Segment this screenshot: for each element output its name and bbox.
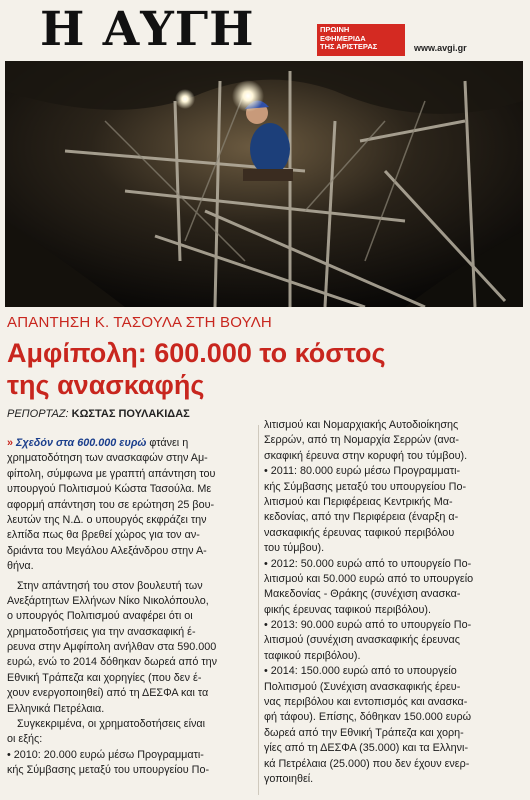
text-line: λιτισμού και 50.000 ευρώ από το υπουργείο	[264, 572, 474, 585]
text-line: κά Πετρέλαια (25.000) που δεν έχουν ενερ-	[264, 757, 470, 770]
text-line: χουν ενεργοποιηθεί) από τη ΔΕΣΦΑ και τα	[7, 687, 209, 700]
text-line: φή τάφου). Επίσης, δόθηκαν 150.000 ευρώ	[264, 711, 472, 724]
masthead-badge	[317, 24, 405, 56]
lead-emphasis: Σχεδόν στα 600.000 ευρώ	[16, 437, 147, 449]
badge-line: ΕΦΗΜΕΡΙΔΑ	[320, 33, 366, 43]
text-line: φίπολη, σύμφωνα με γραπτή απάντηση του	[7, 467, 216, 480]
text-line: κεδονίας, από την Περιφέρεια (έναρξη α-	[264, 511, 459, 524]
text-line: • 2010: 20.000 ευρώ μέσω Προγραμματι-	[7, 748, 204, 761]
article-column-right	[264, 418, 516, 787]
badge-line: ΠΡΩΙΝΗ	[320, 25, 350, 34]
masthead	[0, 0, 530, 60]
text-line: Εθνική Τράπεζα και χορηγίες (που δεν έ-	[7, 671, 202, 684]
tunnel-photo-illustration	[5, 61, 523, 307]
lead-line	[7, 436, 259, 451]
text-line: • 2012: 50.000 ευρώ από το υπουργείο Πο-	[264, 557, 472, 570]
text-line: κής Σύμβασης μεταξύ του υπουργείου Πο-	[7, 764, 210, 777]
text-line: αφορμή απάντηση του σε ερώτηση 25 βου-	[7, 498, 215, 511]
author-name: ΚΩΣΤΑΣ ΠΟΥΛΑΚΙΔΑΣ	[71, 408, 190, 420]
text-line: Πολιτισμού (Συνέχιση ανασκαφικής έρευ-	[264, 680, 461, 693]
text-line: ελπίδα πως θα βρεθεί χώρος για τον αν-	[7, 529, 200, 542]
text-line: Στην απάντησή του στον βουλευτή των	[17, 579, 203, 592]
article-kicker: ΑΠΑΝΤΗΣΗ Κ. ΤΑΣΟΥΛΑ ΣΤΗ ΒΟΥΛΗ	[7, 314, 272, 331]
text-line: Συγκεκριμένα, οι χρηματοδοτήσεις είναι	[17, 718, 206, 731]
text-line: οι εξής:	[7, 733, 43, 746]
text-line: γίες από τη ΔΕΣΦΑ (35.000) και τα Ελληνι-	[264, 742, 469, 755]
text-line: Ελληνικά Πετρέλαια.	[7, 702, 105, 715]
text-line: Μακεδονίας - Θράκης (συνέχιση ανασκα-	[264, 588, 461, 601]
text-line: ευρώ, ενώ το 2014 δόθηκαν δωρεά από την	[7, 656, 217, 669]
article-column-left	[7, 436, 259, 779]
text-line: γοποιηθεί.	[264, 772, 314, 785]
text-line: σκαφική έρευνα στην κορυφή του τύμβου).	[264, 449, 468, 462]
lead-marker-icon: »	[7, 437, 14, 449]
byline-label: ΡΕΠΟΡΤΑΖ:	[7, 408, 69, 420]
text-line: χρηματοδοτήσεις για την ανασκαφική έ-	[7, 625, 196, 638]
headline-line: της ανασκαφής	[7, 370, 205, 400]
headline-line: Αμφίπολη: 600.000 το κόστος	[7, 338, 386, 368]
text-line: • 2013: 90.000 ευρώ από το υπουργείο Πο-	[264, 619, 472, 632]
tunnel-photo	[5, 61, 523, 307]
text-line: θήνα.	[7, 560, 34, 573]
text-line: ο υπουργός Πολιτισμού αναφέρει ότι οι	[7, 610, 193, 623]
text-line: του τύμβου).	[264, 542, 325, 555]
newspaper-title: Η ΑΥΓΗ	[40, 2, 255, 57]
text-line: ταφικού περιβόλου).	[264, 649, 361, 662]
article-headline	[7, 337, 522, 401]
text-line: δωρεά από την Εθνική Τράπεζα και χορη-	[264, 726, 464, 739]
text-line: φικής έρευνας ταφικού περιβόλου).	[264, 603, 432, 616]
text-line: λιτισμού και Περιφέρειας Κεντρικής Μα-	[264, 495, 453, 508]
text-line: κής Σύμβασης μεταξύ του υπουργείου Πο-	[264, 480, 467, 493]
text-line: λιτισμού (συνέχιση ανασκαφικής έρευνας	[264, 634, 460, 647]
badge-line: ΤΗΣ ΑΡΙΣΤΕΡΑΣ	[320, 42, 378, 51]
text-line: Ανεξάρτητων Ελλήνων Νίκο Νικολόπουλο,	[7, 594, 209, 607]
text-line: δριάντα του Μεγάλου Αλεξάνδρου στην Α-	[7, 544, 207, 557]
text-line: • 2011: 80.000 ευρώ μέσω Προγραμματι-	[264, 465, 461, 478]
text-line: νας περιβόλου και εντοπισμός και ανασκα-	[264, 696, 468, 709]
website-url: www.avgi.gr	[414, 43, 467, 53]
text-line: νασκαφικής έρευνας ταφικού περιβόλου	[264, 526, 455, 539]
byline	[7, 408, 190, 420]
text-line: χρηματοδότηση των ανασκαφών στην Αμ-	[7, 452, 208, 465]
text-line: λιτισμού και Νομαρχιακής Αυτοδιοίκησης	[264, 419, 459, 431]
text-line: λευτών της Ν.Δ. ο υπουργός εκφράζει την	[7, 513, 207, 526]
text-line: υπουργού Πολιτισμού Κώστα Τασούλα. Με	[7, 483, 212, 496]
text-line: • 2014: 150.000 ευρώ από το υπουργείο	[264, 665, 457, 678]
text-line: φτάνει η	[146, 437, 189, 449]
text-line: ρευνα στην Αμφίπολη ανήλθαν στα 590.000	[7, 641, 217, 654]
text-line: Σερρών, από τη Νομαρχία Σερρών (ανα-	[264, 434, 459, 447]
